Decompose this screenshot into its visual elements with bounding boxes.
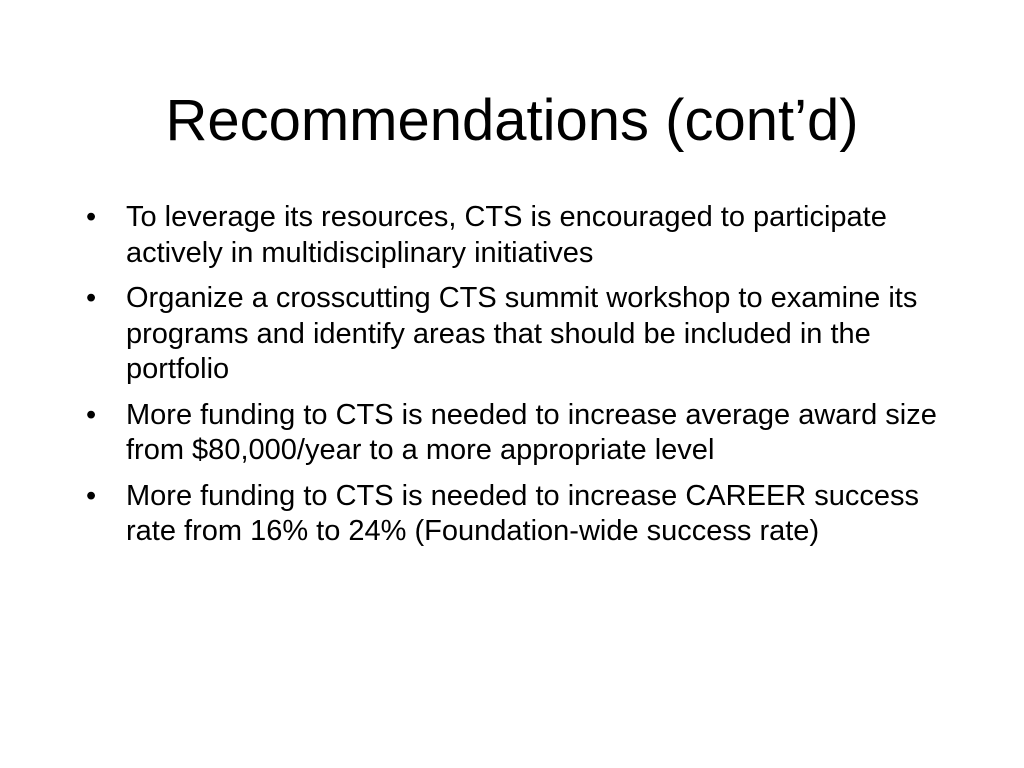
bullet-marker: • bbox=[86, 201, 97, 233]
bullet-marker: • bbox=[86, 479, 97, 512]
bullet-text: Organize a crosscutting CTS summit workshop to examine its programs and identify areas that should be included in the portfolio bbox=[126, 282, 918, 385]
slide-title: Recommendations (cont’d) bbox=[165, 88, 859, 153]
bullet-marker: • bbox=[86, 398, 97, 431]
bullet-item bbox=[84, 479, 944, 550]
bullet-text: More funding to CTS is needed to increase CAREER success rate from 16% to 24% (Foundation-wide success rate) bbox=[126, 479, 920, 547]
bullet-text: More funding to CTS is needed to increase average award size from $80,000/year to a more appropriate level bbox=[126, 398, 937, 466]
bullet-item bbox=[84, 200, 944, 271]
bullet-text: To leverage its resources, CTS is encouraged to participate actively in multidisciplinary initiatives bbox=[126, 201, 887, 269]
bullet-list bbox=[84, 200, 944, 560]
bullet-item bbox=[84, 281, 944, 388]
bullet-item bbox=[84, 398, 944, 469]
bullet-marker: • bbox=[86, 282, 97, 314]
